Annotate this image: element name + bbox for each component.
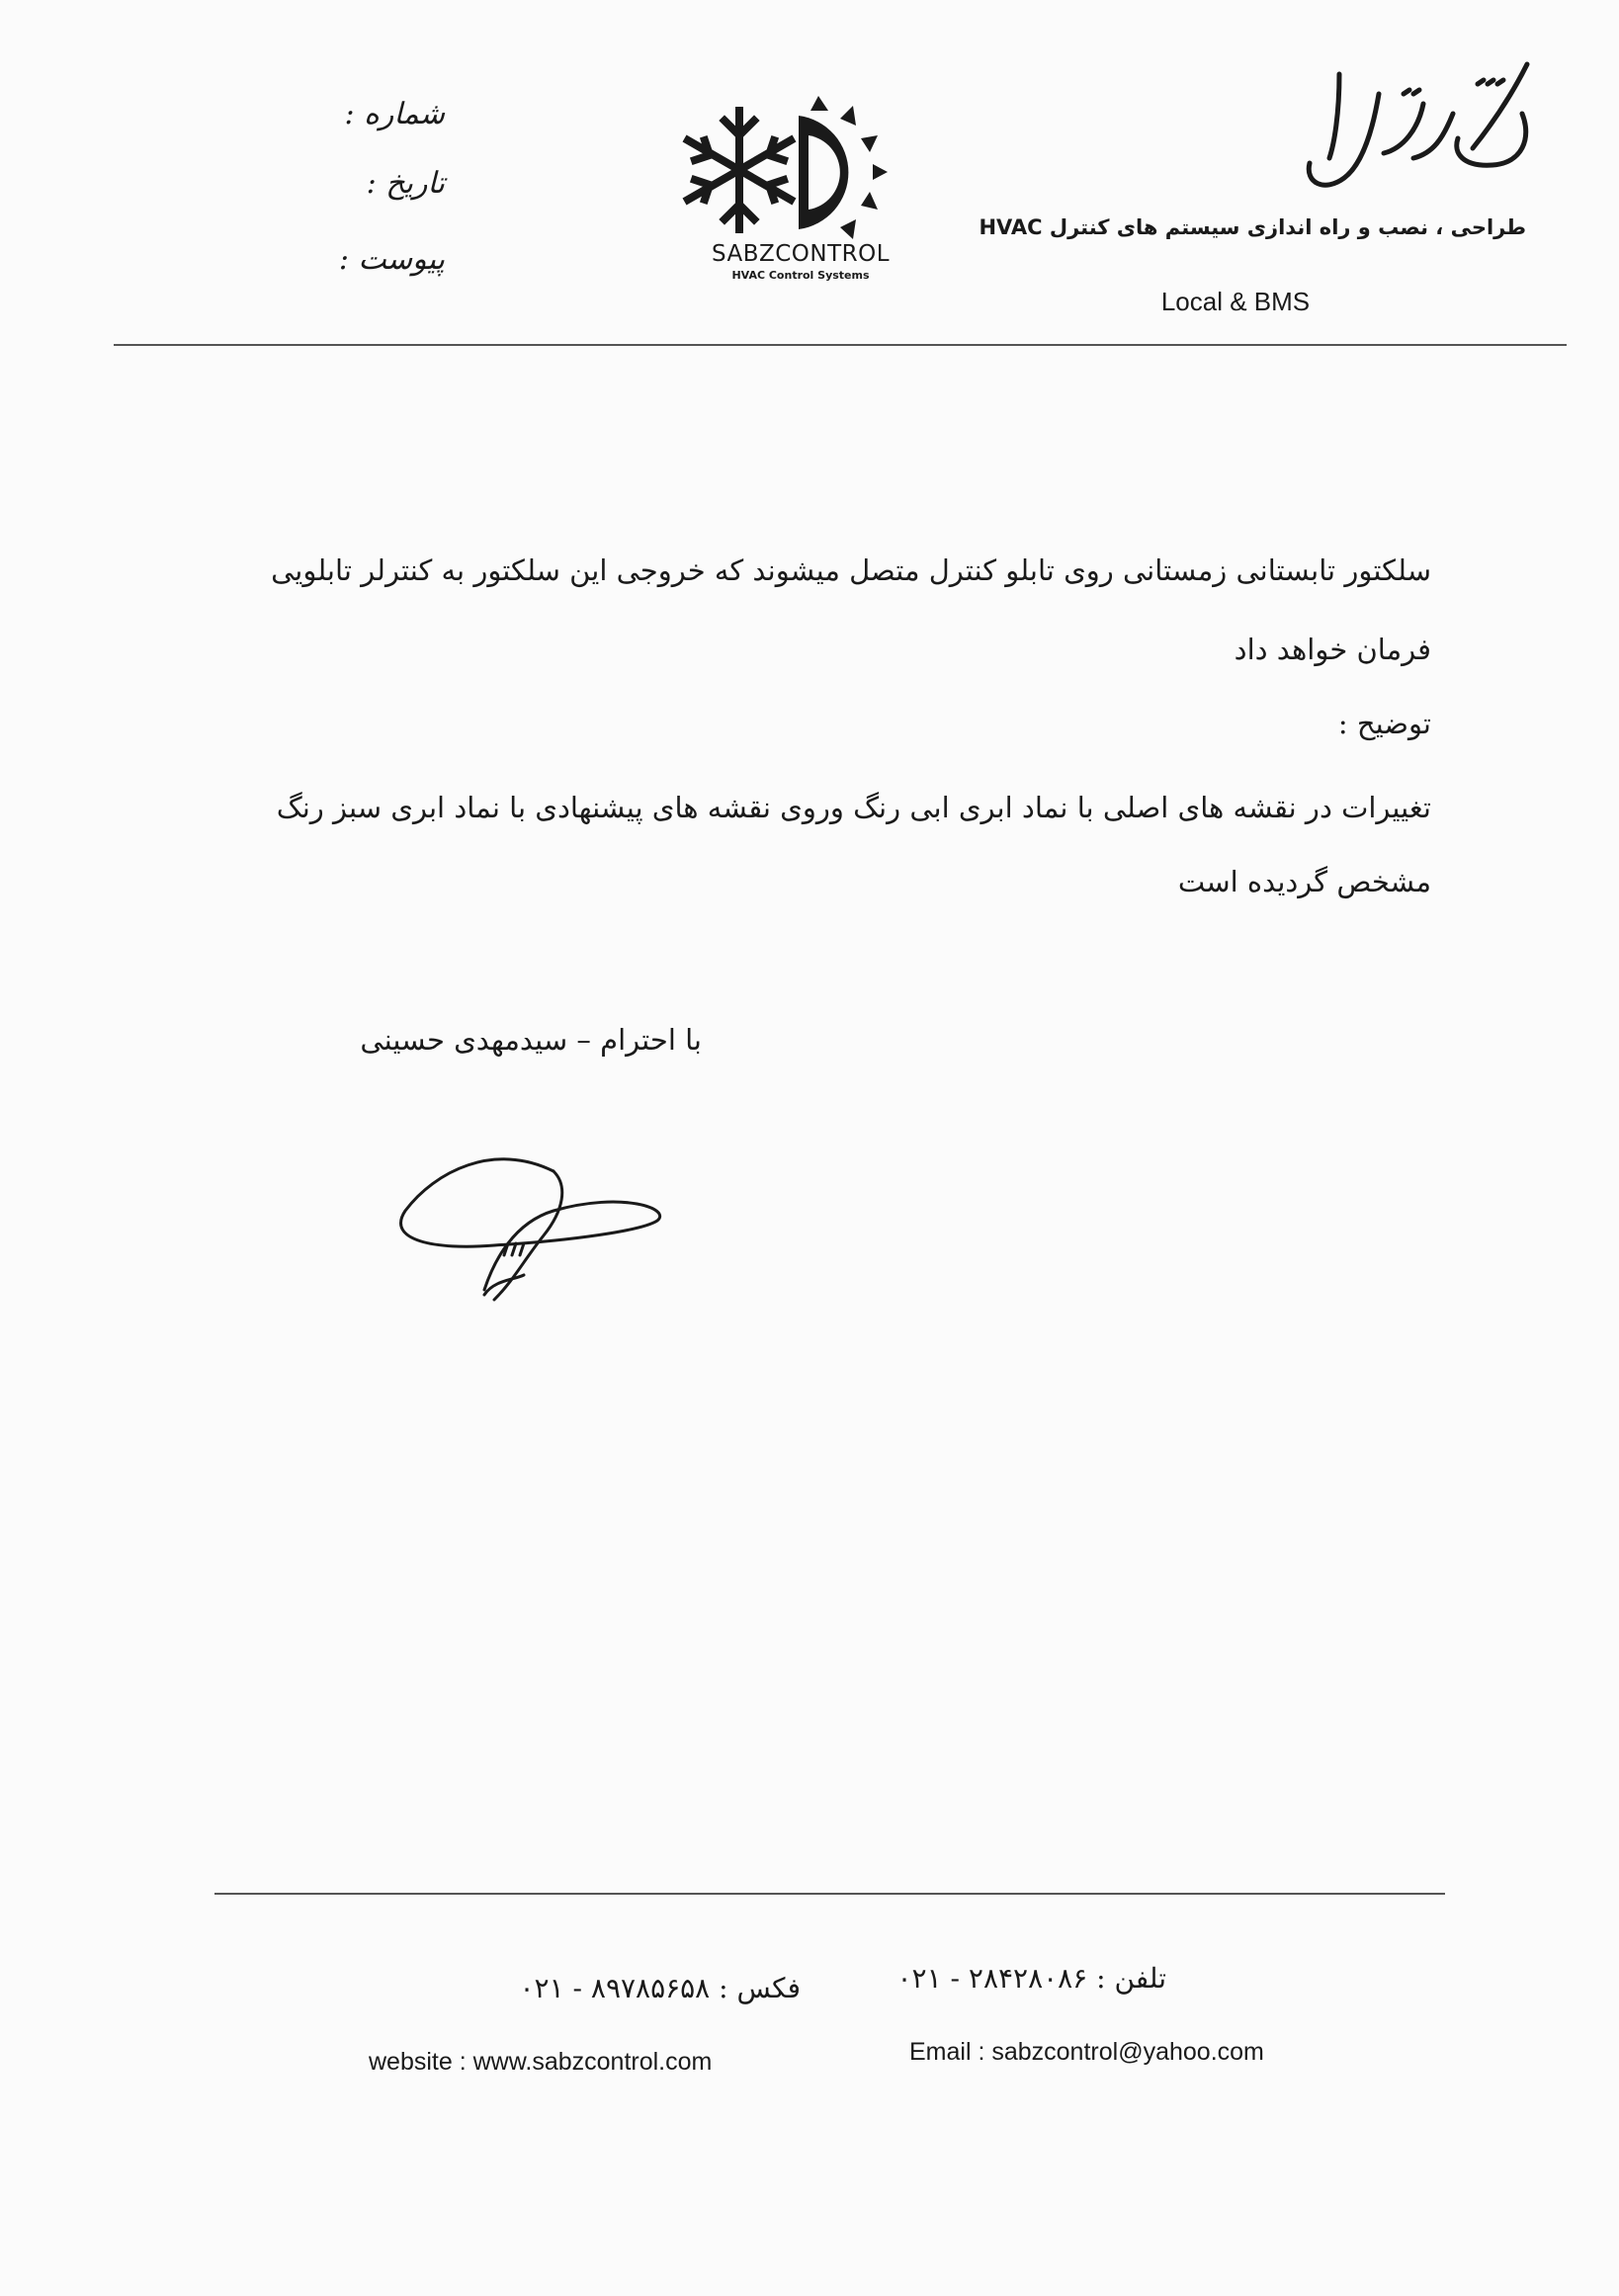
- email-address[interactable]: Email : sabzcontrol@yahoo.com: [909, 2038, 1264, 2066]
- body-paragraph-1-line-2: فرمان خواهد داد: [1234, 633, 1431, 666]
- phone-number: تلفن : ۲۸۴۲۸۰۸۶ - ۰۲۱: [896, 1962, 1166, 1995]
- body-paragraph-2-line-2: مشخص گردیده است: [1177, 865, 1431, 898]
- logo-wordmark: SABZCONTROL: [711, 241, 891, 267]
- number-label: شماره :: [344, 97, 445, 131]
- header-divider: [114, 344, 1567, 346]
- handwritten-signature-icon: [376, 1132, 692, 1319]
- body-paragraph-2-line-1: تغییرات در نقشه های اصلی با نماد ابری ابی رنگ وروی نقشه های پیشنهادی با نماد ابری سبز رنگ: [276, 791, 1431, 824]
- fax-number: فکس : ۸۹۷۸۵۶۵۸ - ۰۲۱: [519, 1972, 801, 2004]
- attachment-label: پیوست :: [338, 242, 445, 277]
- date-label: تاریخ :: [366, 166, 445, 201]
- brand-subtitle: طراحی ، نصب و راه اندازی سیستم های کنترل HVAC: [979, 215, 1526, 239]
- note-label: توضیح :: [1337, 707, 1431, 740]
- closing-signoff: با احترام – سیدمهدی حسینی: [360, 1023, 702, 1057]
- body-paragraph-1-line-1: سلکتور تابستانی زمستانی روی تابلو کنترل متصل میشوند که خروجی این سلکتور به کنترلر تابلویی: [271, 553, 1431, 587]
- footer-divider: [214, 1893, 1445, 1895]
- website-link[interactable]: website : www.sabzcontrol.com: [369, 2048, 713, 2076]
- logo-tagline: HVAC Control Systems: [731, 269, 870, 282]
- brand-calligraphy-icon: [1285, 54, 1542, 203]
- brand-local-bms: Local & BMS: [1160, 287, 1311, 316]
